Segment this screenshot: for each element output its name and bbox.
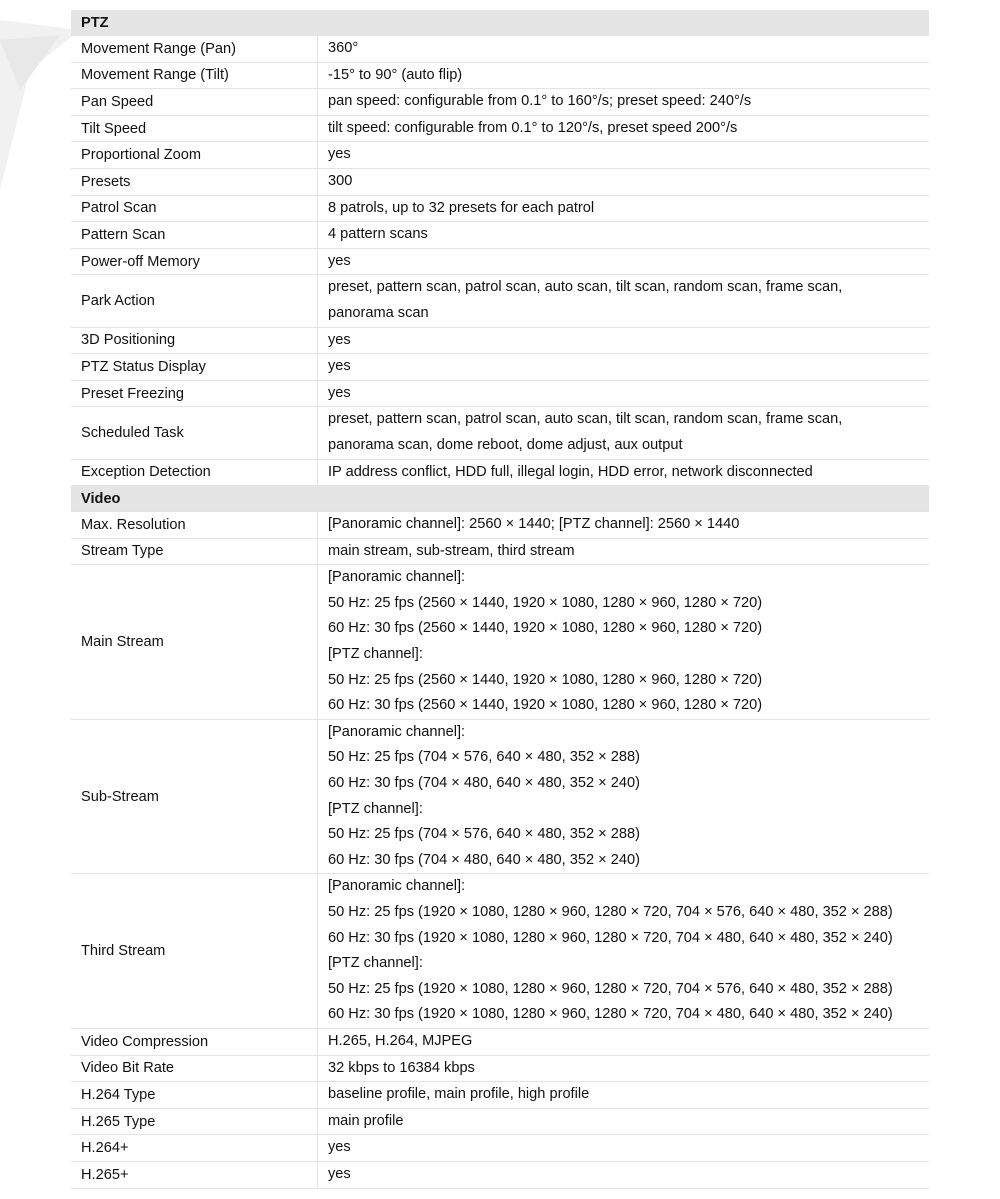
spec-value: [318, 89, 930, 116]
spec-row: [71, 538, 929, 565]
spec-value: [318, 195, 930, 222]
section-header: [71, 486, 929, 512]
spec-value-line: 50 Hz: 25 fps (704 × 576, 640 × 480, 352 × 288): [328, 749, 640, 766]
spec-label: Main Stream: [71, 565, 318, 720]
spec-label: Proportional Zoom: [71, 142, 318, 169]
spec-label: Movement Range (Tilt): [71, 62, 318, 89]
spec-row: [71, 565, 929, 720]
spec-table-body: [71, 10, 929, 1188]
spec-row: [71, 1108, 929, 1135]
spec-value-line: pan speed: configurable from 0.1° to 160°/s; preset speed: 240°/s: [328, 93, 752, 110]
spec-label: Pan Speed: [71, 89, 318, 116]
spec-value: [318, 354, 930, 381]
spec-value: [318, 36, 930, 63]
spec-value: [318, 1108, 930, 1135]
section-title: PTZ: [71, 10, 929, 36]
spec-label: Park Action: [71, 275, 318, 327]
spec-label: H.265 Type: [71, 1108, 318, 1135]
spec-row: [71, 1082, 929, 1109]
spec-label: Stream Type: [71, 538, 318, 565]
spec-row: [71, 512, 929, 539]
spec-label: Max. Resolution: [71, 512, 318, 539]
spec-value-line: 8 patrols, up to 32 presets for each patrol: [328, 199, 595, 216]
spec-value-line: 50 Hz: 25 fps (1920 × 1080, 1280 × 960, 1280 × 720, 704 × 576, 640 × 480, 352 × 288): [328, 980, 893, 997]
spec-value-line: 60 Hz: 30 fps (1920 × 1080, 1280 × 960, 1280 × 720, 704 × 480, 640 × 480, 352 × 240): [328, 929, 893, 946]
spec-value: [318, 459, 930, 486]
spec-value-line: IP address conflict, HDD full, illegal login, HDD error, network disconnected: [328, 463, 813, 480]
spec-label: Presets: [71, 168, 318, 195]
spec-value: [318, 512, 930, 539]
watermark-star-icon: [0, 0, 80, 200]
spec-row: [71, 380, 929, 407]
spec-label: Movement Range (Pan): [71, 36, 318, 63]
spec-row: [71, 874, 929, 1029]
spec-row: [71, 407, 929, 459]
spec-value: [318, 1055, 930, 1082]
spec-label: Video Bit Rate: [71, 1055, 318, 1082]
spec-label: Video Compression: [71, 1028, 318, 1055]
spec-label: Preset Freezing: [71, 380, 318, 407]
section-header: [71, 10, 929, 36]
spec-value-line: panorama scan, dome reboot, dome adjust, aux output: [328, 436, 683, 453]
spec-row: [71, 222, 929, 249]
spec-value-line: yes: [328, 252, 351, 269]
spec-value-line: -15° to 90° (auto flip): [328, 66, 463, 83]
spec-label: Scheduled Task: [71, 407, 318, 459]
spec-value: [318, 62, 930, 89]
spec-value-line: preset, pattern scan, patrol scan, auto scan, tilt scan, random scan, frame scan,: [328, 411, 843, 428]
spec-value-line: [PTZ channel]:: [328, 800, 423, 817]
spec-value: [318, 115, 930, 142]
spec-value: [318, 327, 930, 354]
spec-value: [318, 1028, 930, 1055]
spec-value: [318, 538, 930, 565]
spec-value-line: yes: [328, 358, 351, 375]
spec-value-line: 50 Hz: 25 fps (2560 × 1440, 1920 × 1080, 1280 × 960, 1280 × 720): [328, 594, 763, 611]
spec-value: [318, 222, 930, 249]
spec-value-line: [Panoramic channel]:: [328, 723, 466, 740]
spec-value-line: yes: [328, 331, 351, 348]
spec-row: [71, 1055, 929, 1082]
spec-value-line: [Panoramic channel]: 2560 × 1440; [PTZ channel]: 2560 × 1440: [328, 516, 740, 533]
spec-value-line: 4 pattern scans: [328, 226, 428, 243]
spec-value: [318, 565, 930, 720]
spec-row: [71, 36, 929, 63]
spec-value: [318, 168, 930, 195]
spec-label: Power-off Memory: [71, 248, 318, 275]
spec-value-line: H.265, H.264, MJPEG: [328, 1032, 473, 1049]
spec-value-line: main profile: [328, 1112, 404, 1129]
spec-value: [318, 1161, 930, 1188]
spec-row: [71, 459, 929, 486]
spec-value-line: 300: [328, 172, 353, 189]
spec-value-line: 50 Hz: 25 fps (1920 × 1080, 1280 × 960, 1280 × 720, 704 × 576, 640 × 480, 352 × 288): [328, 904, 893, 920]
spec-row: [71, 168, 929, 195]
spec-row: [71, 115, 929, 142]
spec-value: [318, 874, 930, 1029]
spec-value: [318, 1135, 930, 1162]
spec-row: [71, 89, 929, 116]
spec-label: Sub-Stream: [71, 719, 318, 874]
spec-value-line: yes: [328, 384, 351, 401]
spec-value-line: 60 Hz: 30 fps (704 × 480, 640 × 480, 352 × 240): [328, 851, 640, 868]
spec-value-line: yes: [328, 146, 351, 163]
spec-value-line: baseline profile, main profile, high profile: [328, 1086, 590, 1103]
spec-row: [71, 248, 929, 275]
spec-row: [71, 195, 929, 222]
spec-value-line: preset, pattern scan, patrol scan, auto scan, tilt scan, random scan, frame scan,: [328, 279, 843, 296]
spec-row: [71, 1028, 929, 1055]
spec-value: [318, 407, 930, 459]
spec-value-line: [Panoramic channel]:: [328, 569, 466, 586]
spec-value-line: [PTZ channel]:: [328, 646, 423, 663]
spec-value: [318, 142, 930, 169]
spec-value-line: 32 kbps to 16384 kbps: [328, 1059, 475, 1076]
spec-value: [318, 719, 930, 874]
spec-label: Pattern Scan: [71, 222, 318, 249]
spec-value-line: yes: [328, 1139, 351, 1156]
spec-table: [71, 10, 929, 1189]
spec-value-line: tilt speed: configurable from 0.1° to 120°/s, preset speed 200°/s: [328, 119, 738, 136]
spec-row: [71, 62, 929, 89]
spec-value-line: [Panoramic channel]:: [328, 878, 466, 895]
spec-value-line: 60 Hz: 30 fps (2560 × 1440, 1920 × 1080, 1280 × 960, 1280 × 720): [328, 697, 763, 714]
spec-label: Exception Detection: [71, 459, 318, 486]
spec-value: [318, 1082, 930, 1109]
spec-value-line: 360°: [328, 40, 359, 56]
spec-value: [318, 275, 930, 327]
spec-value-line: 60 Hz: 30 fps (704 × 480, 640 × 480, 352 × 240): [328, 775, 640, 792]
spec-label: H.265+: [71, 1161, 318, 1188]
spec-row: [71, 1135, 929, 1162]
spec-label: Patrol Scan: [71, 195, 318, 222]
spec-value-line: panorama scan: [328, 304, 429, 321]
spec-row: [71, 1161, 929, 1188]
spec-value: [318, 380, 930, 407]
spec-label: Third Stream: [71, 874, 318, 1029]
spec-row: [71, 327, 929, 354]
spec-label: H.264+: [71, 1135, 318, 1162]
spec-value-line: 50 Hz: 25 fps (2560 × 1440, 1920 × 1080, 1280 × 960, 1280 × 720): [328, 671, 763, 688]
spec-value: [318, 248, 930, 275]
spec-value-line: [PTZ channel]:: [328, 955, 423, 972]
spec-value-line: 50 Hz: 25 fps (704 × 576, 640 × 480, 352 × 288): [328, 826, 640, 843]
spec-row: [71, 275, 929, 327]
spec-label: H.264 Type: [71, 1082, 318, 1109]
spec-label: PTZ Status Display: [71, 354, 318, 381]
spec-value-line: main stream, sub-stream, third stream: [328, 542, 575, 559]
spec-value-line: yes: [328, 1165, 351, 1182]
spec-row: [71, 719, 929, 874]
section-title: Video: [71, 486, 929, 512]
spec-label: 3D Positioning: [71, 327, 318, 354]
spec-value-line: 60 Hz: 30 fps (2560 × 1440, 1920 × 1080, 1280 × 960, 1280 × 720): [328, 620, 763, 637]
spec-row: [71, 354, 929, 381]
spec-value-line: 60 Hz: 30 fps (1920 × 1080, 1280 × 960, 1280 × 720, 704 × 480, 640 × 480, 352 × 240): [328, 1006, 893, 1023]
spec-row: [71, 142, 929, 169]
spec-label: Tilt Speed: [71, 115, 318, 142]
